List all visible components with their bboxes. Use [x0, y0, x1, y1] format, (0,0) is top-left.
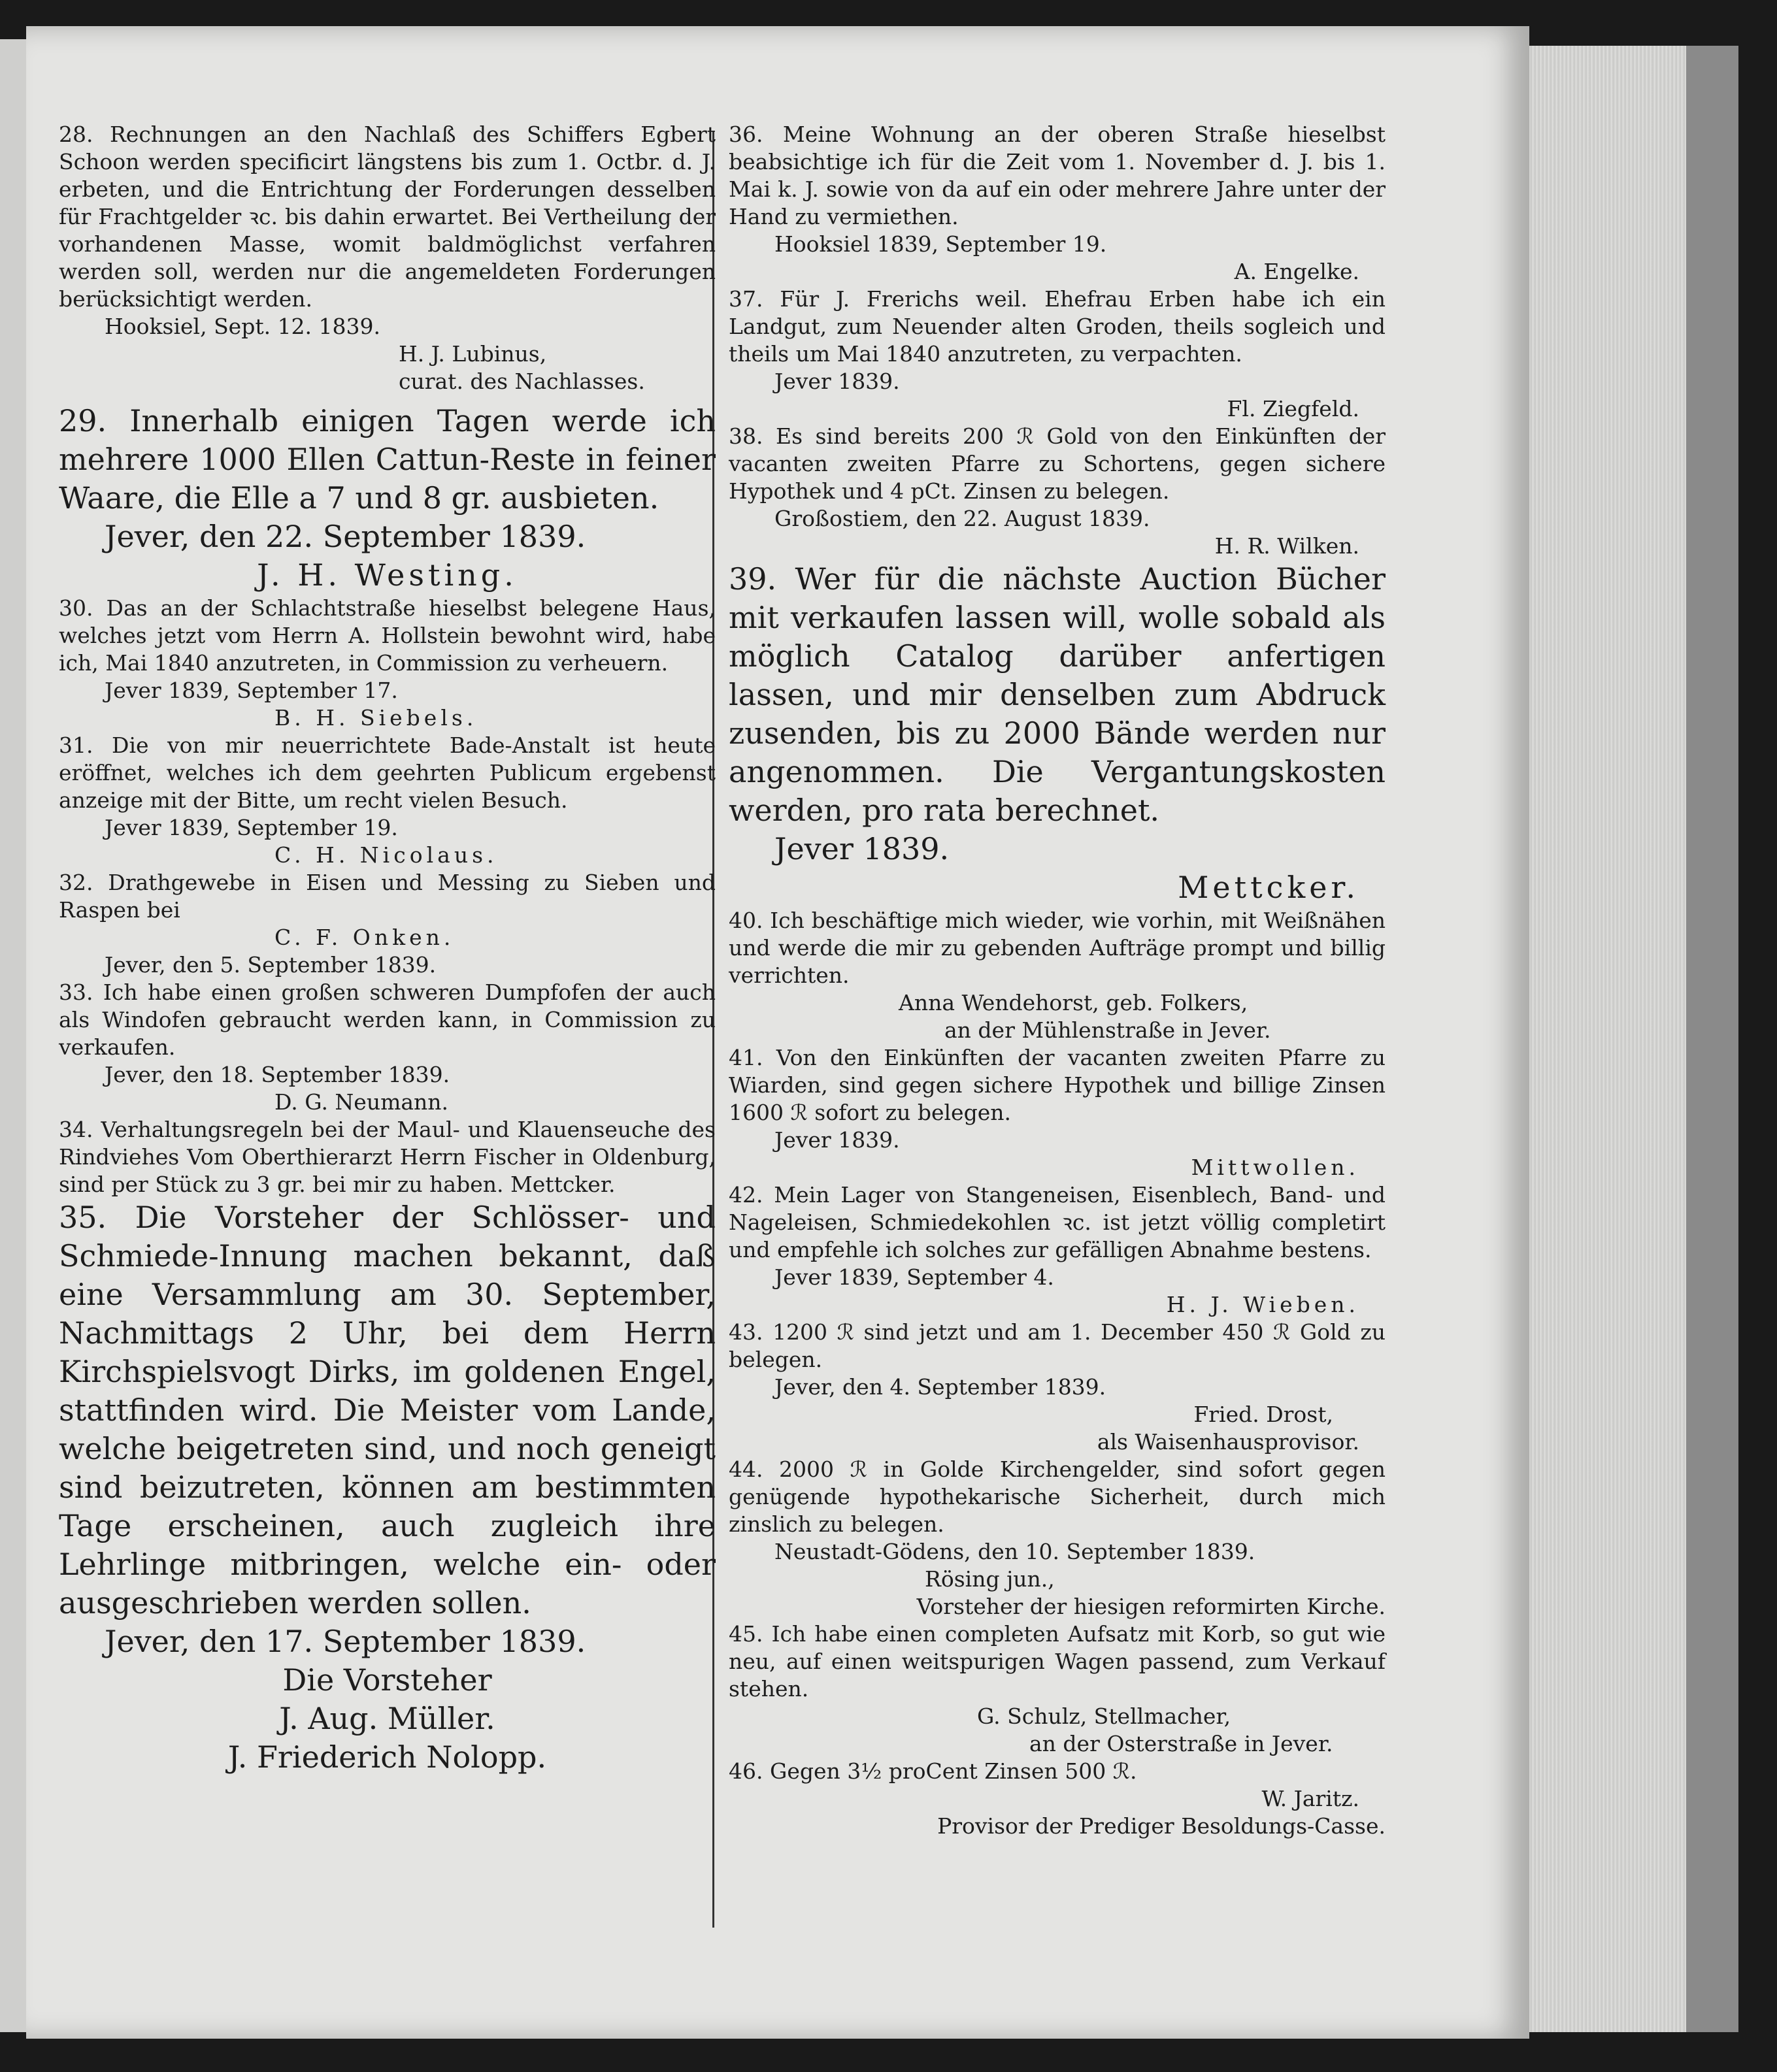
notice-42-signature: H. J. Wieben. [1166, 1292, 1359, 1317]
notice-38-place: Großostiem, den 22. August 1839. [774, 506, 1150, 531]
notice-30-place: Jever 1839, September 17. [105, 678, 398, 703]
notice-35-signature-2: J. Friederich Nolopp. [227, 1739, 547, 1775]
notice-28: 28. Rechnungen an den Nachlaß des Schiffers Egbert Schoon werden specificirt längstens bis zum 1. Octbr. d. J. erbeten, und die Entrichtung der Forderungen desselben für Frachtgelder ꝛc. bis dahin erwartet. Bei Vertheilung der vorhandenen Masse, womit baldmöglichst verfahren werden soll, werden nur die angemeldeten Forderungen berücksichtigt werden. [59, 122, 716, 312]
notice-32: 32. Drathgewebe in Eisen und Messing zu Sieben und Raspen bei [59, 870, 716, 923]
notice-36: 36. Meine Wohnung an der oberen Straße hieselbst beabsichtige ich für die Zeit vom 1. November d. J. bis 1. Mai k. J. sowie von da auf ein oder mehrere Jahre unter der Hand zu vermiethen. [729, 122, 1386, 229]
notice-35-signature-heading: Die Vorsteher [282, 1662, 492, 1698]
notice-32-place: Jever, den 5. September 1839. [105, 952, 437, 978]
notice-37-place: Jever 1839. [774, 369, 900, 394]
notice-32-signature: C. F. Onken. [274, 925, 455, 950]
notice-42: 42. Mein Lager von Stangeneisen, Eisenblech, Band- und Nageleisen, Schmiedekohlen ꝛc. ist jetzt völlig completirt und empfehle ich solches zur gefälligen Abnahme bestens. [729, 1182, 1386, 1262]
notice-35-signature-1: J. Aug. Müller. [279, 1701, 495, 1736]
notice-37-signature: Fl. Ziegfeld. [1227, 396, 1359, 421]
notice-31-place: Jever 1839, September 19. [105, 815, 398, 840]
notice-45-signature-address: an der Osterstraße in Jever. [1029, 1731, 1333, 1756]
notice-39: 39. Wer für die nächste Auction Bücher mit verkaufen lassen will, wolle sobald als möglich Catalog darüber anfertigen lassen, und mir denselben zum Abdruck zusenden, bis zu 2000 Bände werden nur angenommen. Die Vergantungskosten werden, pro rata berechnet. [729, 561, 1386, 828]
left-column [59, 121, 716, 1777]
notice-43-signature: Fried. Drost, [1193, 1402, 1333, 1427]
notice-28-place: Hooksiel, Sept. 12. 1839. [105, 314, 381, 339]
notice-37: 37. Für J. Frerichs weil. Ehefrau Erben habe ich ein Landgut, zum Neuender alten Groden, theils sogleich und theils um Mai 1840 anzutreten, zu verpachten. [729, 286, 1386, 367]
notice-43: 43. 1200 ℛ sind jetzt und am 1. December 450 ℛ Gold zu belegen. [729, 1319, 1386, 1372]
notice-44: 44. 2000 ℛ in Golde Kirchengelder, sind sofort gegen genügende hypothekarische Sicherheit, durch mich zinslich zu belegen. [729, 1456, 1386, 1537]
right-column [729, 121, 1386, 1840]
notice-29-signature: J. H. Westing. [257, 557, 518, 593]
notice-43-place: Jever, den 4. September 1839. [774, 1374, 1106, 1400]
notice-40: 40. Ich beschäftige mich wieder, wie vorhin, mit Weißnähen und werde die mir zu gebenden Aufträge prompt und billig verrichten. [729, 908, 1386, 988]
notice-43-signature-title: als Waisenhausprovisor. [1097, 1429, 1359, 1455]
notice-36-signature: A. Engelke. [1234, 259, 1359, 284]
notice-29: 29. Innerhalb einigen Tagen werde ich mehrere 1000 Ellen Cattun-Reste in feiner Waare, die Elle a 7 und 8 gr. ausbieten. [59, 403, 716, 516]
notice-33: 33. Ich habe einen großen schweren Dumpfofen der auch als Windofen gebraucht werden kann, in Commission zu verkaufen. [59, 979, 716, 1060]
notice-40-signature-address: an der Mühlenstraße in Jever. [944, 1017, 1271, 1043]
notice-45-signature: G. Schulz, Stellmacher, [977, 1703, 1231, 1729]
notice-36-place: Hooksiel 1839, September 19. [774, 231, 1107, 257]
notice-33-signature: D. G. Neumann. [274, 1089, 449, 1115]
notice-44-signature-title: Vorsteher der hiesigen reformirten Kirche. [916, 1594, 1386, 1619]
notice-44-place: Neustadt-Gödens, den 10. September 1839. [774, 1539, 1255, 1564]
notice-39-place: Jever 1839. [774, 831, 950, 866]
notice-38: 38. Es sind bereits 200 ℛ Gold von den Einkünften der vacanten zweiten Pfarre zu Schortens, gegen sichere Hypothek und 4 pCt. Zinsen zu belegen. [729, 423, 1386, 504]
notice-29-place: Jever, den 22. September 1839. [105, 519, 586, 554]
notice-46: 46. Gegen 3½ proCent Zinsen 500 ℛ. [729, 1758, 1137, 1784]
notice-45: 45. Ich habe einen completen Aufsatz mit Korb, so gut wie neu, auf einen weitspurigen Wagen passend, zum Verkauf stehen. [729, 1621, 1386, 1702]
notice-46-signature-title: Provisor der Prediger Besoldungs-Casse. [937, 1813, 1386, 1839]
notice-41-signature: Mittwollen. [1191, 1155, 1359, 1180]
page-block-edges [1529, 46, 1712, 2032]
notice-33-place: Jever, den 18. September 1839. [105, 1062, 450, 1087]
notice-39-signature: Mettcker. [1178, 870, 1359, 905]
notice-35: 35. Die Vorsteher der Schlösser- und Schmiede-Innung machen bekannt, daß eine Versammlung am 30. September, Nachmittags 2 Uhr, bei dem Herrn Kirchspielsvogt Dirks, im goldenen Engel, stattfinden wird. Die Meister vom Lande, welche beigetreten sind, und noch geneigt sind beizutreten, können am bestimmten Tage erscheinen, auch zugleich ihre Lehrlinge mitbringen, welche ein- oder ausgeschrieben werden sollen. [59, 1200, 716, 1620]
notice-41-place: Jever 1839. [774, 1127, 900, 1153]
notice-42-place: Jever 1839, September 4. [774, 1264, 1054, 1290]
notice-28-signature-title: curat. des Nachlasses. [399, 369, 645, 394]
notice-30-signature: B. H. Siebels. [274, 705, 478, 731]
notice-34: 34. Verhaltungsregeln bei der Maul- und Klauenseuche des Rindviehes Vom Oberthierarzt Herrn Fischer in Oldenburg, sind per Stück zu 3 gr. bei mir zu haben. Mettcker. [59, 1117, 716, 1197]
notice-38-signature: H. R. Wilken. [1214, 533, 1359, 559]
notice-28-signature: H. J. Lubinus, [399, 341, 547, 367]
notice-35-place: Jever, den 17. September 1839. [105, 1624, 586, 1659]
notice-40-signature: Anna Wendehorst, geb. Folkers, [899, 990, 1248, 1015]
notice-46-signature: W. Jaritz. [1261, 1786, 1359, 1811]
notice-31-signature: C. H. Nicolaus. [274, 842, 498, 868]
previous-page-edge [0, 39, 26, 2032]
notice-44-signature: Rösing jun., [925, 1566, 1055, 1592]
notice-30: 30. Das an der Schlachtstraße hieselbst belegene Haus, welches jetzt vom Herrn A. Hollstein bewohnt wird, habe ich, Mai 1840 anzutreten, in Commission zu verheuern. [59, 595, 716, 676]
book-cover-edge [1686, 46, 1738, 2032]
notice-41: 41. Von den Einkünften der vacanten zweiten Pfarre zu Wiarden, sind gegen sichere Hypothek und billige Zinsen 1600 ℛ sofort zu belegen. [729, 1045, 1386, 1125]
notice-31: 31. Die von mir neuerrichtete Bade-Anstalt ist heute eröffnet, welches ich dem geehrten Publicum ergebenst anzeige mit der Bitte, um recht vielen Besuch. [59, 732, 716, 813]
